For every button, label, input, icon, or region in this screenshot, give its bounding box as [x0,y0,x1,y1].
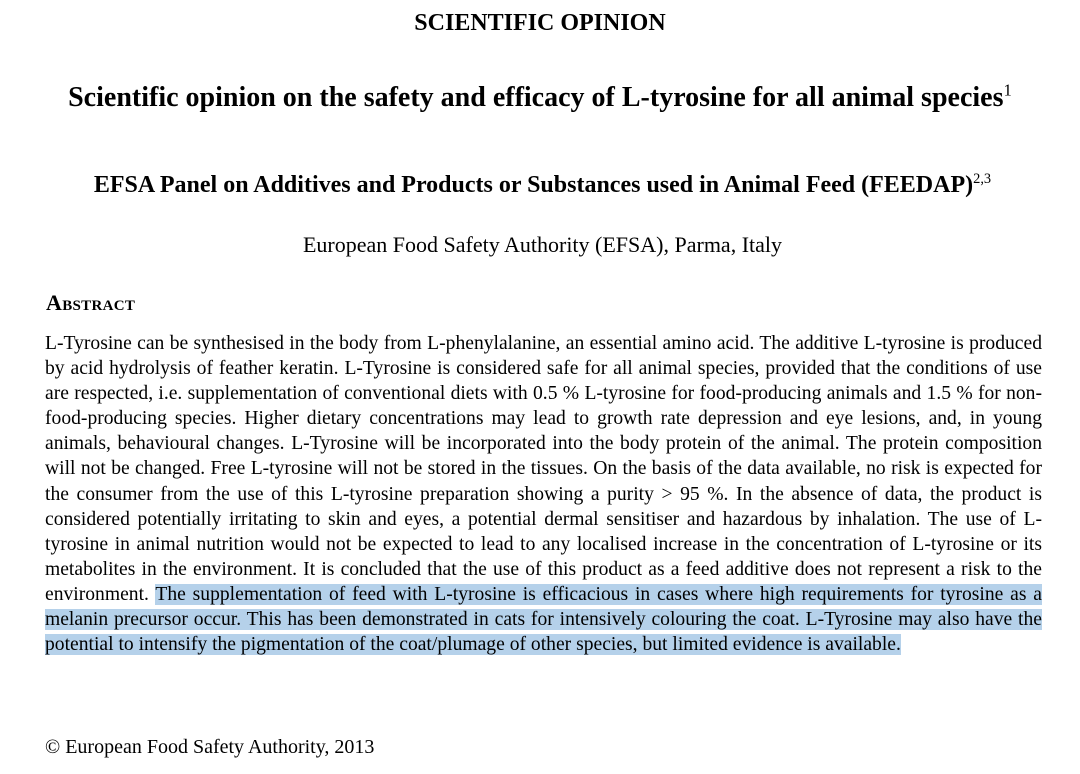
abstract-text [45,331,1042,657]
title-l-prefix: L [621,82,641,113]
abstract-segment[interactable]: -tyrosine will not be stored in the tissues. On the basis of the data available, no risk is expected for the consumer from the use of this [45,458,1043,505]
abstract-segment[interactable]: L [250,458,263,480]
abstract-segment[interactable]: -Tyrosine can be synthesised in the body from [56,333,428,354]
abstract-segment[interactable]: L [912,533,925,555]
abstract-segment[interactable]: -tyrosine in animal nutrition would not be expected to lead to any localised increase in the concentration of [45,508,1042,555]
panel-footnote-markers[interactable]: 2,3 [973,171,992,187]
abstract-segment[interactable]: -phenylalanine, an essential amino acid. The additive [439,333,864,354]
abstract-highlighted-segment[interactable]: The supplementation of feed with [155,583,435,605]
abstract-segment[interactable]: -tyrosine or its metabolites in the environment. It is concluded that the use of this product as a feed additive does not represent a risk to the environment. [45,533,1042,605]
abstract-segment[interactable]: -tyrosine preparation showing a purity > 95 %. In the absence of data, the product is considered potentially irritating to skin and eyes, a potential dermal sensitiser and hazardous by inhalation. The use of [45,483,1042,530]
abstract-segment[interactable]: L [291,433,304,455]
panel-text: EFSA Panel on Additives and Products or Substances used in Animal Feed (FEEDAP) [93,172,974,198]
abstract-segment[interactable]: L [584,383,597,405]
abstract-segment[interactable]: L [863,333,876,354]
author-affiliation: European Food Safety Authority (EFSA), Parma, Italy [302,232,783,257]
abstract-segment[interactable]: L [427,333,440,354]
title-footnote-marker[interactable]: 1 [1003,80,1012,100]
panel-name [0,172,1080,199]
abstract-highlighted-segment[interactable]: -Tyrosine may also have the potential to intensify the pigmentation of the coat/plumage of other species, but limited evidence is available. [45,609,1042,656]
copyright-notice: © European Food Safety Authority, 2013 [45,736,375,758]
abstract-segment[interactable]: L [45,333,57,354]
abstract-segment[interactable]: -Tyrosine is considered safe for all animal species, provided that the conditions of use are respected, i.e. supplementation of conventional diets with 0.5 % [45,358,1043,405]
abstract-segment[interactable]: -tyrosine is produced by acid hydrolysis of feather keratin. [45,333,1042,380]
abstract-segment[interactable]: L [1023,508,1036,530]
title-text-before: Scientific opinion on the safety and efficacy of [68,82,622,113]
abstract-segment[interactable]: -Tyrosine will be incorporated into the body protein of the animal. The protein composition will not be changed. Free [45,433,1043,480]
document-title [60,80,1020,116]
abstract-heading: Abstract [46,290,136,315]
document-type-label: SCIENTIFIC OPINION [414,10,666,36]
abstract-segment[interactable]: L [330,483,343,505]
abstract-highlighted-segment[interactable]: L [805,609,818,631]
abstract-segment[interactable]: -tyrosine for food-producing animals and 1.5 % for non-food-producing species. Higher dietary concentrations may lead to growth rate depression and eye lesions, and, in young animals, behavioural changes. [45,383,1043,455]
abstract-segment[interactable]: L [344,358,357,380]
abstract-highlighted-segment[interactable]: L [434,583,447,605]
abstract-highlighted-segment[interactable]: -tyrosine is efficacious in cases where high requirements for tyrosine as a melanin precursor occur. This has been demonstrated in cats for intensively colouring the coat. [45,583,1042,631]
title-text-after: -tyrosine for all animal species [640,82,1004,113]
